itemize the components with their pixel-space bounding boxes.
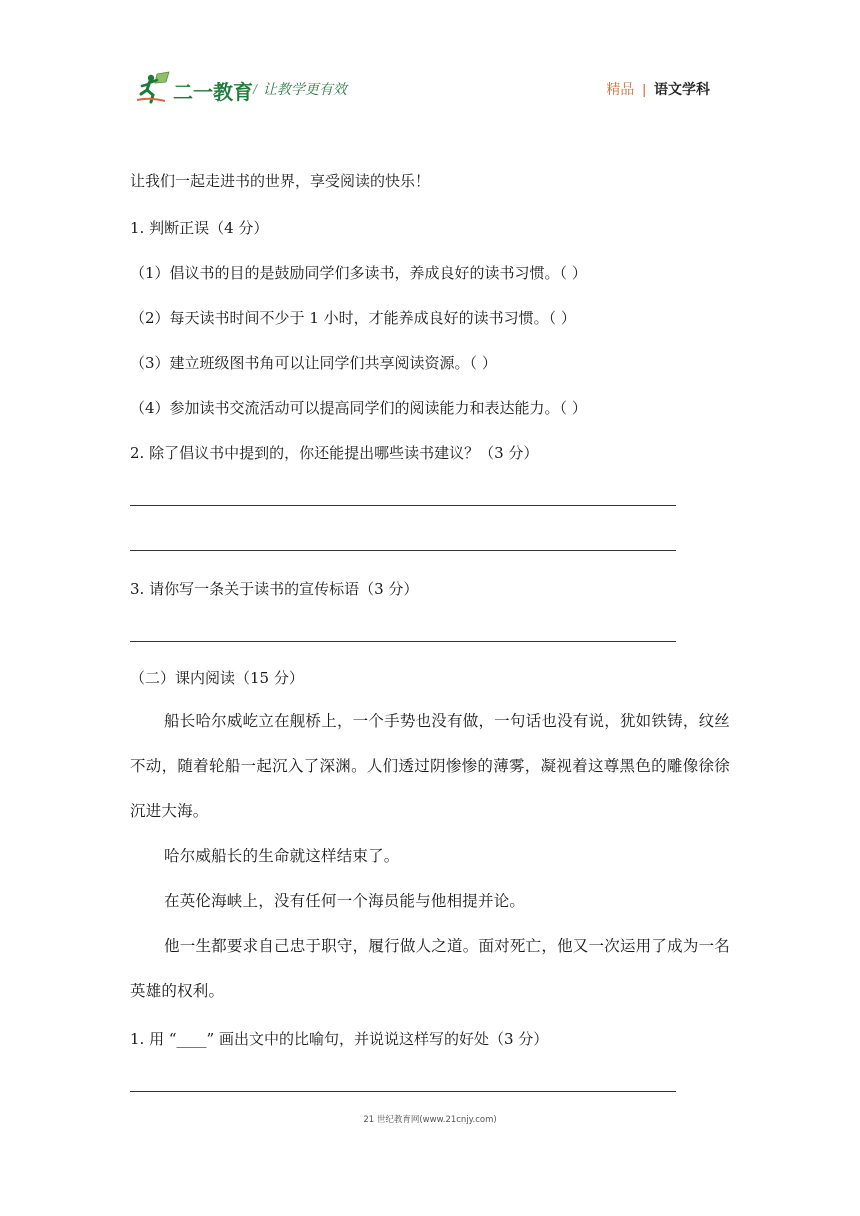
page-footer: 21 世纪教育网(www.21cnjy.com) <box>363 1115 497 1125</box>
slogan-text: 让教学更有效 <box>262 81 347 97</box>
running-figure-icon <box>135 70 175 106</box>
section-2-heading: （二）课内阅读（15 分） <box>130 669 304 687</box>
answer-line[interactable] <box>130 641 676 642</box>
logo-text: 二一教育 <box>173 82 253 104</box>
question-1-item-1: （1）倡议书的目的是鼓励同学们多读书，养成良好的读书习惯。（ ） <box>130 264 587 282</box>
question-1-item-3: （3）建立班级图书角可以让同学们共享阅读资源。（ ） <box>130 354 497 372</box>
page-header <box>0 0 860 120</box>
passage-paragraph-1: 船长哈尔威屹立在舰桥上，一个手势也没有做，一句话也没有说，犹如铁铸，纹丝不动，随着轮船一起沉入了深渊。人们透过阴惨惨的薄雾，凝视着这尊黑色的雕像徐徐沉进大海。 <box>130 712 730 820</box>
tag-divider: | <box>642 81 646 97</box>
intro-line: 让我们一起走进书的世界，享受阅读的快乐！ <box>130 172 431 190</box>
slogan <box>253 79 347 99</box>
passage-paragraph-2: 哈尔威船长的生命就这样结束了。 <box>164 847 400 865</box>
section-2-question-1: 1. 用 “____” 画出文中的比喻句，并说说这样写的好处（3 分） <box>130 1030 549 1048</box>
answer-line[interactable] <box>130 550 676 551</box>
question-1-heading: 1. 判断正误（4 分） <box>130 219 269 237</box>
quality-tag: 精品 <box>606 81 635 97</box>
logo <box>135 70 253 106</box>
answer-line[interactable] <box>130 1091 676 1092</box>
header-tags <box>606 79 710 99</box>
subject-tag: 语文学科 <box>654 81 710 97</box>
passage-paragraph-3: 在英伦海峡上，没有任何一个海员能与他相提并论。 <box>164 892 526 910</box>
question-1-item-4: （4）参加读书交流活动可以提高同学们的阅读能力和表达能力。（ ） <box>130 399 587 417</box>
question-2-heading: 2. 除了倡议书中提到的，你还能提出哪些读书建议？（3 分） <box>130 444 539 462</box>
question-3-heading: 3. 请你写一条关于读书的宣传标语（3 分） <box>130 580 419 598</box>
slogan-divider: / <box>253 81 257 97</box>
answer-line[interactable] <box>130 505 676 506</box>
passage-paragraph-4: 他一生都要求自己忠于职守，履行做人之道。面对死亡，他又一次运用了成为一名英雄的权利。 <box>130 937 730 1000</box>
question-1-item-2: （2）每天读书时间不少于 1 小时，才能养成良好的读书习惯。（ ） <box>130 309 576 327</box>
